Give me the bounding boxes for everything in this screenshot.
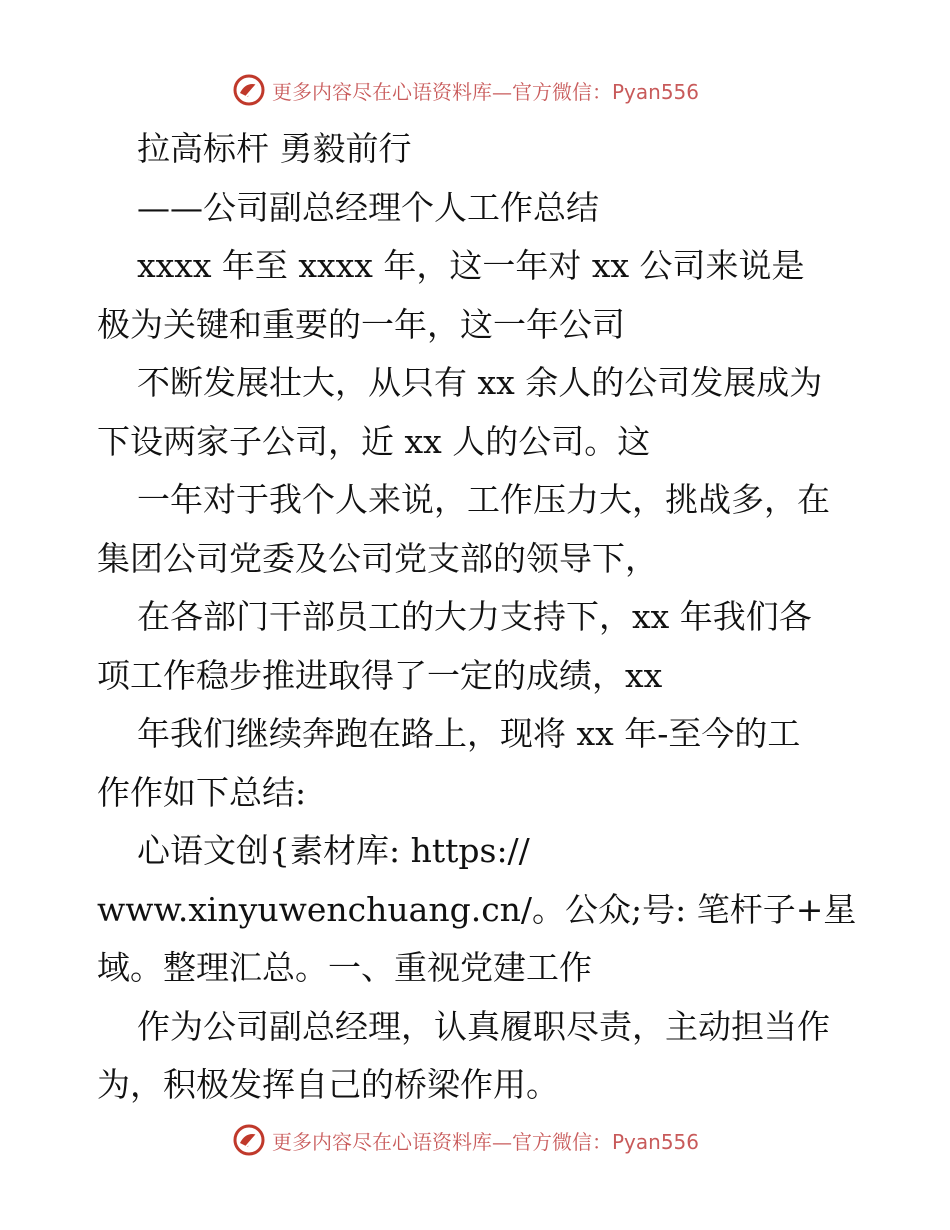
section-heading-line: 域。整理汇总。一、重视党建工作	[97, 948, 592, 987]
doc-title: 拉高标杆 勇毅前行	[137, 129, 412, 168]
banner-wechat-id: Pyan556	[612, 79, 700, 104]
body-line: www.xinyuwenchuang.cn/。公众;号: 笔杆子+星	[97, 889, 857, 929]
body-line: 心语文创{素材库: https://	[137, 831, 530, 870]
document-body	[97, 120, 867, 1115]
banner-text	[272, 1126, 699, 1155]
banner-text	[272, 76, 699, 105]
banner-wechat-label: 官方微信：	[512, 79, 612, 104]
body-line: 一年对于我个人来说，工作压力大，挑战多，在	[137, 480, 830, 519]
body-line: 在各部门干部员工的大力支持下，xx 年我们各	[137, 597, 812, 636]
body-line: 作作如下总结:	[97, 772, 307, 812]
body-line: 为，积极发挥自己的桥梁作用。	[97, 1065, 559, 1104]
body-line: 年我们继续奔跑在路上，现将 xx 年-至今的工	[137, 714, 801, 753]
body-line: 不断发展壮大，从只有 xx 余人的公司发展成为	[137, 363, 823, 402]
body-line: 极为关键和重要的一年，这一年公司	[97, 304, 625, 344]
banner-main-text: 更多内容尽在心语资料库	[272, 1129, 492, 1154]
body-line: 项工作稳步推进取得了一定的成绩，xx	[97, 655, 663, 695]
doc-subtitle: ——公司副总经理个人工作总结	[137, 187, 599, 227]
banner-main-text: 更多内容尽在心语资料库	[272, 79, 492, 104]
body-line: xxxx 年至 xxxx 年，这一年对 xx 公司来说是	[137, 246, 805, 285]
body-line: 下设两家子公司，近 xx 人的公司。这	[97, 421, 651, 461]
body-line: 集团公司党委及公司党支部的领导下，	[97, 538, 658, 578]
banner-wechat-id: Pyan556	[612, 1129, 700, 1154]
banner-wechat-label: 官方微信：	[512, 1129, 612, 1154]
red-swirl-logo-icon	[232, 73, 266, 107]
banner-dash: —	[492, 1129, 512, 1154]
body-line: 作为公司副总经理，认真履职尽责，主动担当作	[137, 1006, 830, 1046]
header-banner	[232, 70, 752, 110]
red-swirl-logo-icon	[232, 1123, 266, 1157]
banner-dash: —	[492, 79, 512, 104]
footer-banner	[232, 1120, 752, 1160]
